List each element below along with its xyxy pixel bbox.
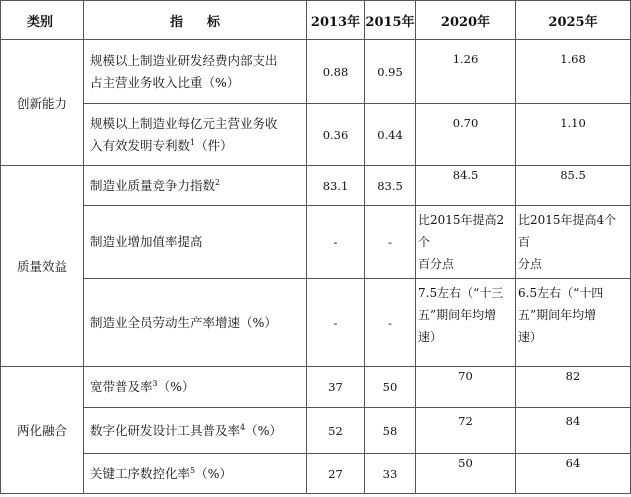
value-2013: - [307, 279, 365, 367]
value-line: 比2015年提高4个百 [518, 213, 617, 249]
value-2025: 84 [516, 408, 631, 454]
value-line: 速） [518, 330, 543, 344]
value-2020: 84.5 [416, 166, 516, 206]
header-row [1, 1, 631, 40]
indicator-label: 关键工序数控化率 [90, 465, 191, 481]
value-2025: 1.68 [516, 40, 631, 104]
header-indicator-b: 标 [207, 14, 221, 30]
value-2015: 58 [365, 408, 416, 454]
indicator-unit: （%） [157, 379, 195, 394]
value-2020: 0.70 [416, 104, 516, 166]
value-2013: 83.1 [307, 166, 365, 206]
category-quality: 质量效益 [1, 166, 84, 367]
value-2025 [516, 206, 631, 279]
indicator-value-added-rate: 制造业增加值率提高 [84, 206, 307, 279]
indicator-unit: （%） [195, 465, 232, 481]
table-row [1, 166, 631, 206]
value-2020: 70 [416, 367, 516, 408]
indicator-unit: （件） [195, 137, 233, 153]
value-line: 百分点 [418, 257, 455, 271]
header-2020: 2020年 [416, 1, 516, 40]
value-2025: 85.5 [516, 166, 631, 206]
value-2013: 27 [307, 454, 365, 494]
table-row [1, 367, 631, 408]
indicator-digital-design-tools [84, 408, 307, 454]
value-2013: - [307, 206, 365, 279]
footnote-mark: 5 [190, 465, 196, 475]
value-2020: 50 [416, 454, 516, 494]
indicator-line: 规模以上制造业每亿元主营业务收 [90, 115, 278, 131]
indicator-broadband [84, 367, 307, 408]
header-indicator-a: 指 [169, 14, 183, 30]
header-2013: 2013年 [307, 1, 365, 40]
value-2015: 33 [365, 454, 416, 494]
table-row [1, 104, 631, 166]
indicator-unit: （%） [245, 422, 282, 438]
value-2020: 1.26 [416, 40, 516, 104]
value-line: 7.5左右（“十三 [418, 286, 504, 300]
header-indicator [84, 1, 307, 40]
table-row [1, 408, 631, 454]
footnote-mark: 1 [190, 137, 196, 147]
value-2020 [416, 206, 516, 279]
value-line: 比2015年提高2个 [418, 213, 505, 249]
footnote-mark: 2 [215, 177, 221, 187]
value-2020: 72 [416, 408, 516, 454]
indicator-label: 数字化研发设计工具普及率 [90, 422, 241, 438]
value-2013: 0.88 [307, 40, 365, 104]
indicator-labor-productivity: 制造业全员劳动生产率增速（%） [84, 279, 307, 367]
value-2025: 64 [516, 454, 631, 494]
header-2025: 2025年 [516, 1, 631, 40]
category-integration: 两化融合 [1, 367, 84, 494]
indicator-quality-index [84, 166, 307, 206]
table-row [1, 279, 631, 367]
value-2015: 0.95 [365, 40, 416, 104]
table-row [1, 206, 631, 279]
value-2013: 0.36 [307, 104, 365, 166]
value-line: 分点 [518, 257, 543, 271]
value-2015: 83.5 [365, 166, 416, 206]
value-2025 [516, 279, 631, 367]
indicator-line: 入有效发明专利数 [90, 137, 191, 153]
indicator-line: 占主营业务收入比重（%） [90, 74, 240, 90]
value-2013: 37 [307, 367, 365, 408]
value-2015: 0.44 [365, 104, 416, 166]
value-line: 五”期间年均增 [518, 308, 597, 322]
value-2020 [416, 279, 516, 367]
value-line: 速） [418, 330, 443, 344]
value-2025: 1.10 [516, 104, 631, 166]
value-2025: 82 [516, 367, 631, 408]
footnote-mark: 4 [240, 422, 246, 432]
value-2015: 50 [365, 367, 416, 408]
category-innovation: 创新能力 [1, 40, 84, 166]
value-2013: 52 [307, 408, 365, 454]
header-category: 类别 [1, 1, 84, 40]
indicator-label: 制造业质量竞争力指数 [90, 177, 216, 193]
table-row [1, 40, 631, 104]
table-row [1, 454, 631, 494]
indicator-line: 规模以上制造业研发经费内部支出 [90, 52, 278, 68]
indicator-label: 宽带普及率 [90, 379, 153, 394]
value-line: 6.5左右（“十四 [518, 286, 604, 300]
value-line: 五”期间年均增 [418, 308, 497, 322]
footnote-mark: 3 [152, 378, 158, 388]
indicator-cnc-rate [84, 454, 307, 494]
indicator-patents [84, 104, 307, 166]
value-2015: - [365, 279, 416, 367]
value-2015: - [365, 206, 416, 279]
header-2015: 2015年 [365, 1, 416, 40]
indicator-rd-expense [84, 40, 307, 104]
